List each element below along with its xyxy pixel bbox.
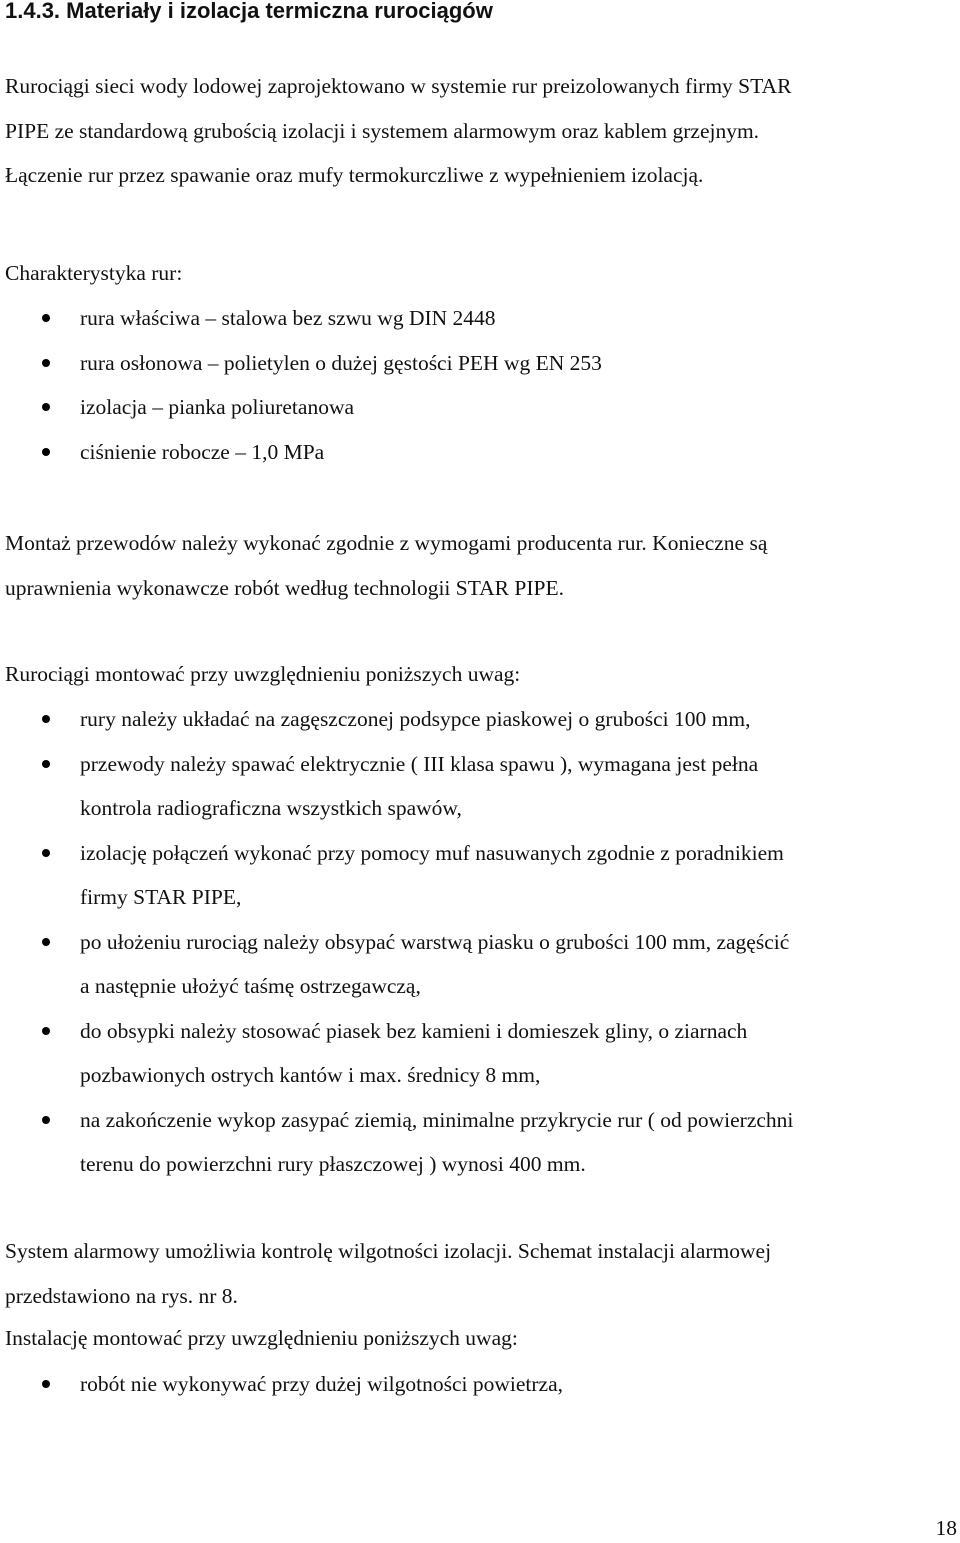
bullet-icon bbox=[42, 715, 50, 723]
list-item bbox=[0, 385, 960, 430]
bullet-icon bbox=[42, 359, 50, 367]
alarm-paragraph bbox=[5, 1229, 955, 1318]
list-item-line: firmy STAR PIPE, bbox=[80, 885, 242, 909]
list-item bbox=[0, 697, 960, 742]
list-item bbox=[0, 742, 960, 831]
section-heading: 1.4.3. Materiały i izolacja termiczna rurociągów bbox=[5, 0, 493, 23]
list-item-text: izolacja – pianka poliuretanowa bbox=[80, 395, 355, 419]
installation-title: Instalację montować przy uwzględnieniu poniższych uwag: bbox=[5, 1326, 518, 1350]
list-item bbox=[0, 1362, 960, 1407]
intro-line: Rurociągi sieci wody lodowej zaprojektowano w systemie rur preizolowanych firmy STAR bbox=[5, 74, 792, 98]
list-item-text: rura właściwa – stalowa bez szwu wg DIN 2448 bbox=[80, 306, 496, 330]
list-item-line: pozbawionych ostrych kantów i max. średnicy 8 mm, bbox=[80, 1063, 541, 1087]
bullet-icon bbox=[42, 760, 50, 768]
bullet-icon bbox=[42, 1380, 50, 1388]
list-item bbox=[0, 920, 960, 1009]
alarm-line: przedstawiono na rys. nr 8. bbox=[5, 1283, 238, 1308]
alarm-line: System alarmowy umożliwia kontrolę wilgotności izolacji. Schemat instalacji alarmowej bbox=[5, 1239, 772, 1263]
bullet-icon bbox=[42, 448, 50, 456]
intro-paragraph bbox=[5, 64, 955, 198]
page-number: 18 bbox=[935, 1516, 957, 1540]
characteristics-list bbox=[0, 296, 960, 474]
list-item-line: terenu do powierzchni rury płaszczowej ) wynosi 400 mm. bbox=[80, 1152, 586, 1176]
assembly-paragraph bbox=[5, 521, 955, 610]
list-item-line: po ułożeniu rurociąg należy obsypać warstwą piasku o grubości 100 mm, zagęścić bbox=[80, 929, 790, 954]
list-item-line: rury należy układać na zagęszczonej podsypce piaskowej o grubości 100 mm, bbox=[80, 707, 751, 731]
list-item-line: na zakończenie wykop zasypać ziemią, minimalne przykrycie rur ( od powierzchni bbox=[80, 1107, 794, 1132]
list-item-text: ciśnienie robocze – 1,0 MPa bbox=[80, 439, 325, 464]
list-item bbox=[0, 430, 960, 475]
intro-line: Łączenie rur przez spawanie oraz mufy termokurczliwe z wypełnieniem izolacją. bbox=[5, 163, 704, 187]
bullet-icon bbox=[42, 938, 50, 946]
pipeline-notes-list bbox=[0, 697, 960, 1187]
bullet-icon bbox=[42, 1027, 50, 1035]
bullet-icon bbox=[42, 314, 50, 322]
assembly-line: uprawnienia wykonawcze robót według technologii STAR PIPE. bbox=[5, 575, 564, 600]
list-item bbox=[0, 831, 960, 920]
list-item-line: kontrola radiograficzna wszystkich spawów, bbox=[80, 796, 462, 820]
list-item bbox=[0, 296, 960, 341]
bullet-icon bbox=[42, 403, 50, 411]
list-item-text: rura osłonowa – polietylen o dużej gęstości PEH wg EN 253 bbox=[80, 350, 602, 375]
bullet-icon bbox=[42, 1116, 50, 1124]
installation-list bbox=[0, 1362, 960, 1407]
list-item-line: a następnie ułożyć taśmę ostrzegawczą, bbox=[80, 974, 421, 998]
assembly-line: Montaż przewodów należy wykonać zgodnie z wymogami producenta rur. Konieczne są bbox=[5, 531, 768, 555]
intro-line: PIPE ze standardową grubością izolacji i systemem alarmowym oraz kablem grzejnym. bbox=[5, 118, 760, 143]
list-item-line: przewody należy spawać elektrycznie ( III klasa spawu ), wymagana jest pełna bbox=[80, 751, 759, 776]
list-item-line: izolację połączeń wykonać przy pomocy muf nasuwanych zgodnie z poradnikiem bbox=[80, 840, 784, 865]
list-item bbox=[0, 341, 960, 386]
characteristics-title: Charakterystyka rur: bbox=[5, 261, 183, 285]
list-item bbox=[0, 1098, 960, 1187]
pipeline-notes-title: Rurociągi montować przy uwzględnieniu poniższych uwag: bbox=[5, 662, 521, 686]
bullet-icon bbox=[42, 849, 50, 857]
list-item-text: robót nie wykonywać przy dużej wilgotności powietrza, bbox=[80, 1372, 564, 1396]
list-item bbox=[0, 1009, 960, 1098]
list-item-line: do obsypki należy stosować piasek bez kamieni i domieszek gliny, o ziarnach bbox=[80, 1018, 748, 1043]
